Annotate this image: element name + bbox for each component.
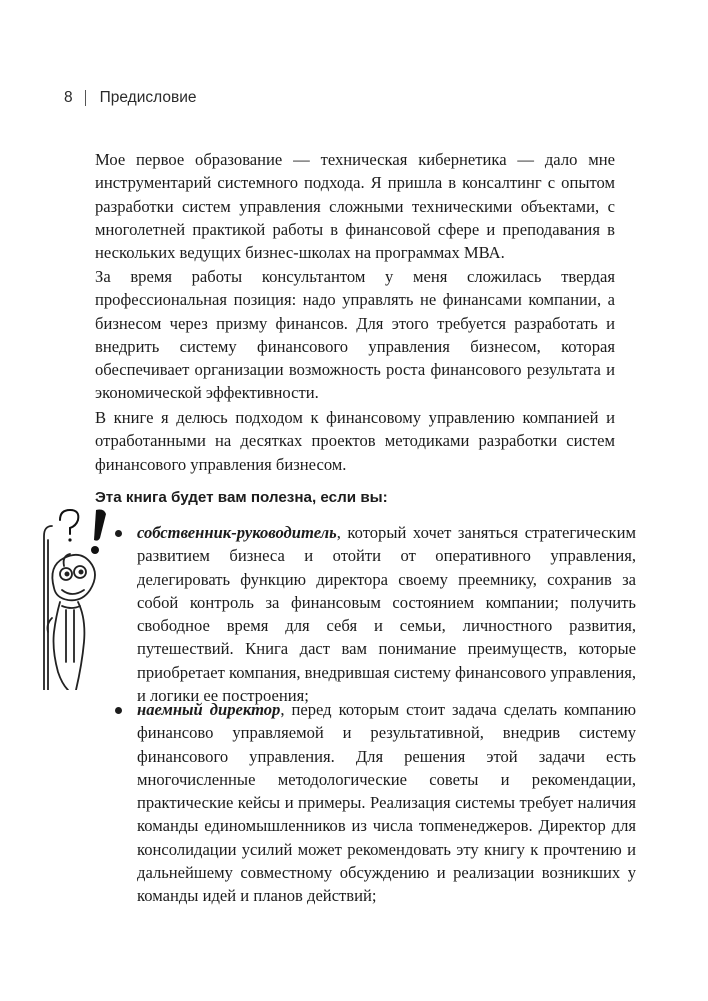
mascot-illustration xyxy=(40,506,118,690)
section-title: Предисловие xyxy=(99,89,197,106)
paragraph-book-approach: В книге я делюсь подходом к финансовому управлению компанией и отработанными на десятках проектов методиками разработки систем финансового управления бизнесом. xyxy=(95,408,615,474)
bullet-dot xyxy=(115,530,122,537)
audience-lead: Эта книга будет вам полезна, если вы: xyxy=(95,489,388,506)
header-divider xyxy=(85,90,86,106)
audience-description-owner: , который хочет заняться стратегическим развитием бизнеса и отойти от оперативного управления, делегировать функцию директора своему преемнику, сохранив за собой контроль за финансовым состоянием компании; получить свободное время для себя и семьи, личностного развития, путешествий. Книга даст вам понимание преимуществ, которые приобретает компания, внедрившая систему финансового управления, и логики ее построения; xyxy=(137,523,637,706)
audience-term-owner: собственник-руководитель xyxy=(137,523,337,542)
exclamation-icon xyxy=(94,510,106,541)
question-icon xyxy=(60,510,78,534)
audience-description-director: , перед которым стоит задача сделать компанию финансово управляемой и результативной, внедрив систему финансового управления. Для решения этой задачи есть многочисленные методологические советы и рекомендации, практические кейсы и примеры. Реализация системы требует наличия команды единомышленников из числа топменеджеров. Директор для консолидации усилий может рекомендовать эту книгу к прочтению и дальнейшему совместному обсуждению и реализации возникших у команды идей и планов действий; xyxy=(137,700,636,906)
paragraph-consulting-position: За время работы консультантом у меня сложилась твердая профессиональная позиция: надо управлять не финансами компании, а бизнесом через призму финансов. Для этого требуется разработать и внедрить систему финансового управления бизнесом, которая обеспечивает организации возможность роста финансового результата и экономической эффективности. xyxy=(95,267,615,403)
page-number: 8 xyxy=(64,89,73,106)
bullet-dot xyxy=(115,707,122,714)
paragraph-education: Мое первое образование — техническая кибернетика — дало мне инструментарий системного подхода. Я пришла в консалтинг с опытом разработки систем управления сложными техническими объектами, с многолетней практикой работы в финансовой сфере и преподавания в нескольких ведущих бизнес-школах на программах МВА. xyxy=(95,150,615,263)
audience-term-director: наемный директор xyxy=(137,700,281,719)
running-header xyxy=(64,89,196,107)
